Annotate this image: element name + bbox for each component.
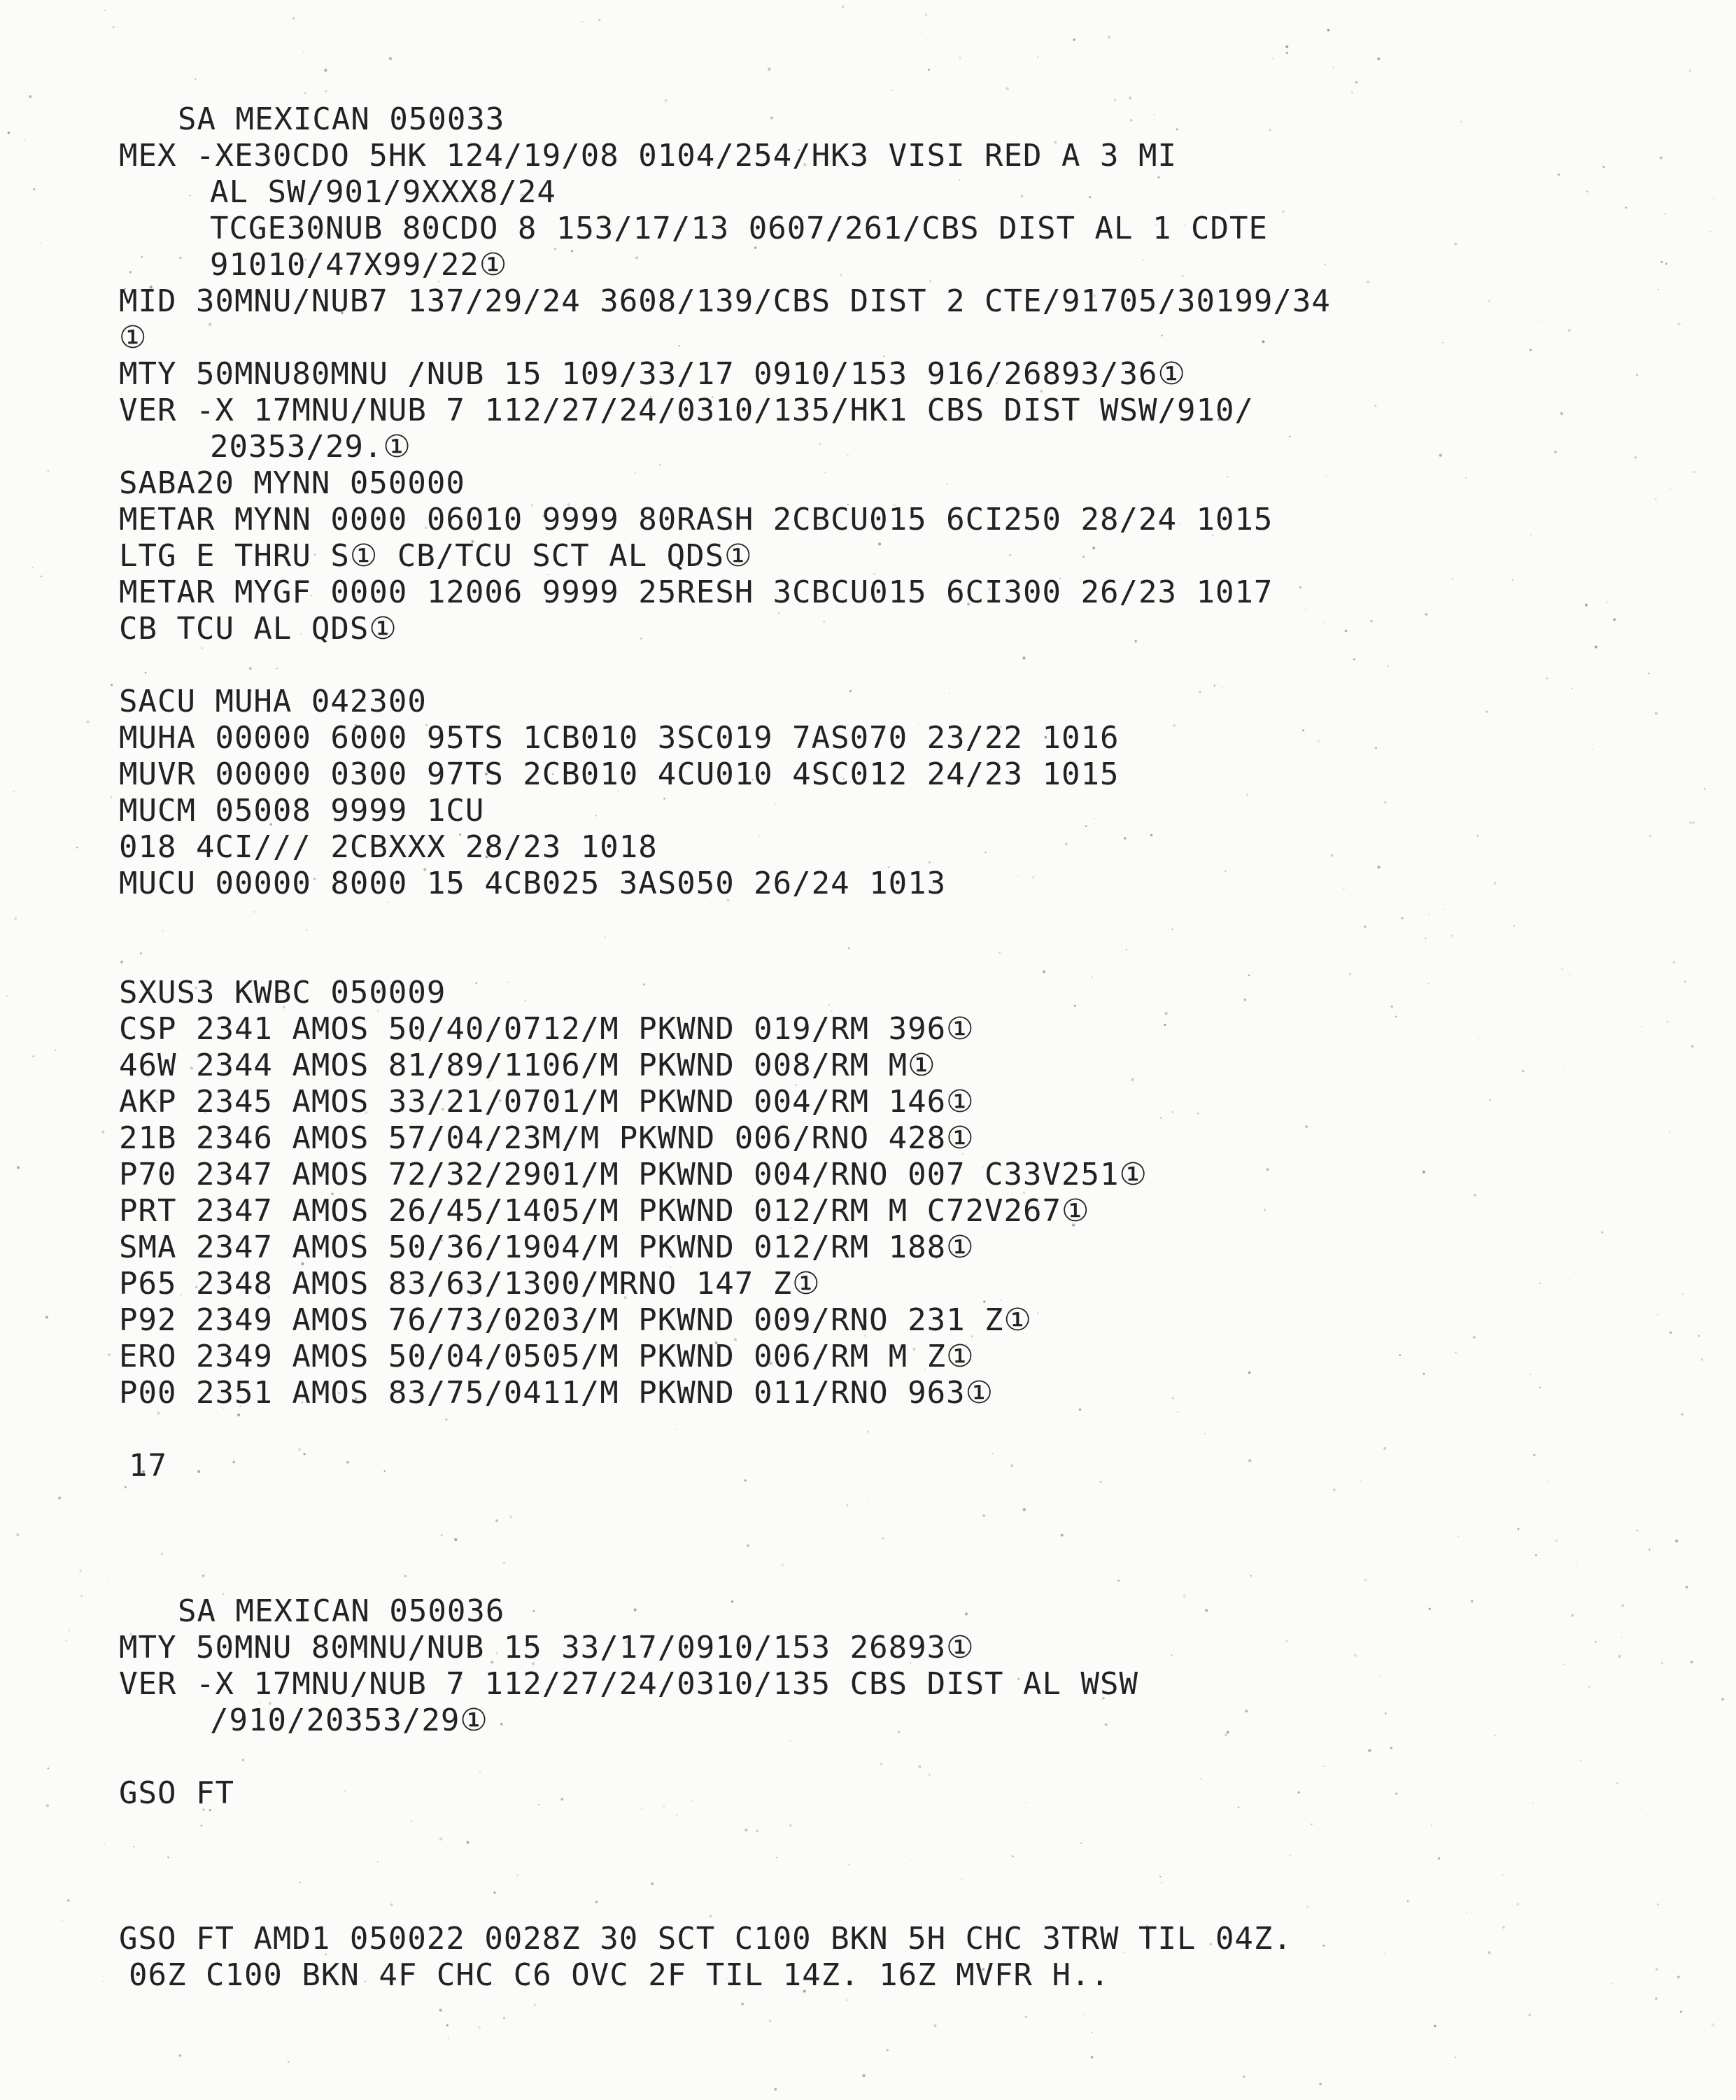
paper-speck	[447, 2038, 449, 2040]
paper-speck	[1649, 835, 1651, 837]
paper-speck	[1655, 712, 1658, 714]
sacu-report	[119, 684, 1623, 902]
paper-speck	[45, 1316, 48, 1318]
paper-speck	[195, 78, 196, 80]
paper-speck	[1701, 1358, 1703, 1360]
paper-speck	[1333, 67, 1334, 69]
paper-speck	[1710, 231, 1712, 232]
paper-speck	[325, 90, 327, 92]
report-line: MUVR 00000 0300 97TS 2CB010 4CU010 4SC012 24/23 1015	[119, 756, 1120, 792]
paper-speck	[111, 684, 113, 686]
paper-speck	[1640, 1807, 1641, 1808]
paper-speck	[1677, 323, 1680, 325]
paper-speck	[1682, 1294, 1684, 1295]
paper-speck	[48, 1768, 50, 1770]
paper-speck	[112, 26, 114, 28]
report-line: 018 4CI/// 2CBXXX 28/23 1018	[119, 829, 658, 865]
paper-speck	[1159, 2094, 1160, 2095]
paper-speck	[1272, 58, 1273, 59]
paper-speck	[1084, 2015, 1085, 2016]
paper-speck	[29, 95, 31, 98]
report-line: SMA 2347 AMOS 50/36/1904/M PKWND 012/RM 188①	[119, 1229, 975, 1265]
paper-speck	[1108, 36, 1110, 38]
report-line: AL SW/901/9XXX8/24	[210, 174, 556, 210]
report-line: 91010/47X99/22①	[210, 247, 508, 283]
paper-speck	[1655, 1997, 1657, 1999]
paper-speck	[101, 1130, 104, 1133]
paper-speck	[87, 720, 90, 723]
report-line: 46W 2344 AMOS 81/89/1106/M PKWND 008/RM M①	[119, 1048, 936, 1083]
paper-speck	[13, 791, 14, 792]
report-line: MID 30MNU/NUB7 137/29/24 3608/139/CBS DIST 2 CTE/91705/30199/34	[119, 283, 1331, 319]
paper-speck	[67, 1899, 70, 1902]
paper-speck	[76, 1655, 78, 1656]
report-line: 21B 2346 AMOS 57/04/23M/M PKWND 006/RNO 428①	[119, 1120, 975, 1156]
paper-speck	[41, 576, 42, 577]
report-line: ①	[119, 320, 148, 355]
paper-speck	[1665, 262, 1667, 265]
paper-speck	[1355, 81, 1357, 83]
paper-speck	[1667, 1021, 1668, 1022]
paper-speck	[46, 1804, 49, 1807]
paper-speck	[104, 1843, 105, 1844]
report-line: P70 2347 AMOS 72/32/2901/M PKWND 004/RNO 007 C33V251①	[119, 1157, 1148, 1192]
report-header: SABA20 MYNN 050000	[119, 465, 465, 501]
report-header: SXUS3 KWBC 050009	[119, 975, 446, 1010]
report-line: P92 2349 AMOS 76/73/0203/M PKWND 009/RNO 231 Z①	[119, 1302, 1032, 1338]
paper-speck	[31, 567, 33, 568]
paper-speck	[842, 6, 845, 8]
paper-speck	[288, 2061, 290, 2063]
report-line: VER -X 17MNU/NUB 7 112/27/24/0310/135 CBS DIST AL WSW	[119, 1666, 1138, 1702]
paper-speck	[478, 2027, 480, 2029]
paper-speck	[1691, 1045, 1694, 1048]
paper-speck	[1037, 57, 1038, 58]
paper-speck	[1656, 1968, 1658, 1971]
paper-speck	[1319, 2083, 1322, 2085]
paper-speck	[887, 2049, 889, 2051]
paper-speck	[40, 242, 41, 244]
report-line: METAR MYNN 0000 06010 9999 80RASH 2CBCU015 6CI250 28/24 1015	[119, 502, 1273, 537]
paper-speck	[292, 17, 295, 20]
report-header: SA MEXICAN 050033	[178, 101, 505, 137]
paper-speck	[1286, 52, 1288, 54]
report-header: SACU MUHA 042300	[119, 684, 427, 719]
paper-speck	[769, 2020, 772, 2022]
gso-ft-header: GSO FT	[119, 1775, 234, 1811]
paper-speck	[1351, 92, 1353, 94]
report-line: MTY 50MNU80MNU /NUB 15 109/33/17 0910/153 916/26893/36①	[119, 356, 1186, 392]
paper-speck	[768, 68, 770, 71]
paper-speck	[55, 1049, 56, 1050]
paper-speck	[1285, 45, 1288, 48]
paper-speck	[1435, 2010, 1436, 2011]
paper-speck	[1648, 672, 1649, 674]
paper-speck	[108, 1579, 110, 1580]
paper-speck	[1625, 206, 1627, 209]
paper-speck	[933, 2024, 936, 2027]
paper-speck	[1091, 2056, 1094, 2059]
report-line: CB TCU AL QDS①	[119, 611, 397, 647]
paper-speck	[304, 92, 306, 94]
paper-speck	[103, 1981, 104, 1982]
report-line: MUHA 00000 6000 95TS 1CB010 3SC019 7AS070 23/22 1016	[119, 720, 1120, 756]
paper-speck	[1693, 471, 1695, 473]
paper-speck	[503, 2017, 505, 2019]
paper-speck	[1698, 1335, 1700, 1337]
paper-speck	[1129, 97, 1131, 99]
paper-speck	[1073, 38, 1075, 41]
report-line: MUCM 05008 9999 1CU	[119, 793, 485, 829]
paper-speck	[741, 2003, 744, 2006]
paper-speck	[8, 132, 10, 134]
sa-mexican-report-2	[119, 1593, 1623, 1739]
page-number: 17	[129, 1448, 167, 1484]
report-line: MUCU 00000 8000 15 4CB025 3AS050 26/24 1013	[119, 866, 947, 901]
saba20-report	[119, 465, 1623, 647]
report-line: TCGE30NUB 80CDO 8 153/17/13 0607/261/CBS DIST AL 1 CDTE	[210, 211, 1268, 246]
paper-speck	[1661, 1662, 1663, 1664]
report-line: 20353/29.①	[210, 429, 411, 465]
paper-speck	[81, 1595, 83, 1597]
paper-speck	[1684, 980, 1686, 983]
paper-speck	[69, 1630, 70, 1632]
report-line: ERO 2349 AMOS 50/04/0505/M PKWND 006/RM M Z①	[119, 1339, 975, 1374]
paper-speck	[111, 796, 112, 798]
paper-speck	[446, 2024, 449, 2027]
paper-speck	[1528, 2014, 1530, 2016]
paper-speck	[178, 2055, 181, 2057]
report-line: MTY 50MNU 80MNU/NUB 15 33/17/0910/153 26893①	[119, 1630, 975, 1665]
paper-speck	[1243, 2076, 1245, 2078]
paper-speck	[104, 10, 106, 11]
paper-speck	[959, 57, 961, 59]
report-line: METAR MYGF 0000 12006 9999 25RESH 3CBCU015 6CI300 26/23 1017	[119, 575, 1273, 610]
paper-speck	[1657, 1903, 1658, 1905]
paper-speck	[1721, 1698, 1723, 1700]
paper-speck	[32, 1055, 34, 1057]
paper-speck	[1649, 1549, 1650, 1550]
paper-speck	[1434, 2025, 1437, 2028]
paper-speck	[1713, 198, 1714, 199]
paper-speck	[33, 188, 35, 190]
paper-speck	[1693, 822, 1695, 824]
paper-speck	[6, 995, 8, 997]
gso-ft-amendment	[119, 1921, 1623, 1994]
paper-speck	[1689, 70, 1691, 72]
paper-speck	[919, 32, 920, 33]
paper-speck	[925, 13, 928, 16]
paper-speck	[534, 2003, 537, 2006]
report-line: LTG E THRU S① CB/TCU SCT AL QDS①	[119, 538, 753, 574]
report-line: /910/20353/29①	[210, 1703, 488, 1738]
paper-speck	[1092, 2031, 1093, 2033]
paper-speck	[218, 2051, 219, 2052]
paper-speck	[1455, 2057, 1456, 2058]
report-line: 06Z C100 BKN 4F CHC C6 OVC 2F TIL 14Z. 16Z MVFR H..	[129, 1957, 1110, 1993]
paper-speck	[1006, 87, 1009, 90]
paper-speck	[58, 1497, 61, 1500]
paper-speck	[1660, 157, 1663, 160]
sa-mexican-report-1	[119, 101, 1623, 465]
paper-speck	[17, 1167, 20, 1169]
paper-speck	[581, 21, 583, 22]
paper-speck	[1677, 1975, 1680, 1978]
paper-speck	[1675, 1539, 1678, 1542]
paper-speck	[16, 1533, 19, 1536]
paper-speck	[1637, 1530, 1638, 1531]
paper-speck	[439, 2008, 442, 2011]
paper-speck	[66, 1640, 67, 1642]
paper-speck	[774, 2088, 777, 2091]
report-header: SA MEXICAN 050036	[178, 1593, 505, 1629]
paper-speck	[1642, 1026, 1643, 1027]
paper-speck	[1704, 788, 1705, 789]
paper-speck	[1691, 1661, 1693, 1664]
paper-speck	[1660, 261, 1663, 263]
report-line: MEX -XE30CDO 5HK 124/19/08 0104/254/HK3 VISI RED A 3 MI	[119, 138, 1177, 174]
paper-speck	[48, 470, 50, 472]
teletype-printout	[119, 101, 1623, 1994]
paper-speck	[1655, 498, 1657, 500]
paper-speck	[62, 1920, 63, 1921]
paper-speck	[14, 917, 17, 920]
paper-speck	[1657, 1314, 1658, 1315]
sxus3-report	[119, 975, 1623, 1411]
paper-speck	[598, 19, 600, 21]
paper-speck	[1635, 456, 1637, 458]
report-line: P65 2348 AMOS 83/63/1300/MRNO 147 Z①	[119, 1266, 821, 1302]
paper-speck	[324, 69, 327, 71]
paper-speck	[1377, 57, 1380, 60]
paper-speck	[1658, 289, 1659, 290]
paper-speck	[1636, 374, 1638, 376]
paper-speck	[862, 2074, 865, 2077]
paper-speck	[1669, 1131, 1670, 1132]
paper-speck	[1686, 1586, 1688, 1588]
paper-speck	[1024, 2016, 1027, 2019]
paper-speck	[1672, 961, 1675, 964]
paper-speck	[847, 1999, 848, 2001]
paper-speck	[1665, 213, 1666, 215]
paper-speck	[1327, 29, 1329, 31]
paper-speck	[76, 847, 78, 848]
paper-speck	[928, 69, 930, 71]
paper-speck	[1670, 1332, 1672, 1334]
paper-speck	[1680, 2010, 1682, 2013]
report-line: CSP 2341 AMOS 50/40/0712/M PKWND 019/RM 396①	[119, 1011, 975, 1047]
paper-speck	[1712, 2023, 1714, 2026]
paper-speck	[108, 1353, 110, 1355]
paper-speck	[79, 1569, 82, 1572]
report-line: GSO FT AMD1 050022 0028Z 30 SCT C100 BKN 5H CHC 3TRW TIL 04Z.	[119, 1921, 1292, 1957]
report-line: P00 2351 AMOS 83/75/0411/M PKWND 011/RNO 963①	[119, 1375, 994, 1411]
report-line: PRT 2347 AMOS 26/45/1405/M PKWND 012/RM M C72V267①	[119, 1193, 1090, 1229]
paper-speck	[1689, 822, 1692, 824]
report-line: VER -X 17MNU/NUB 7 112/27/24/0310/135/HK1 CBS DIST WSW/910/	[119, 393, 1254, 428]
paper-speck	[389, 57, 392, 60]
report-line: AKP 2345 AMOS 33/21/0701/M PKWND 004/RM 146①	[119, 1084, 975, 1120]
paper-speck	[1681, 1414, 1684, 1416]
